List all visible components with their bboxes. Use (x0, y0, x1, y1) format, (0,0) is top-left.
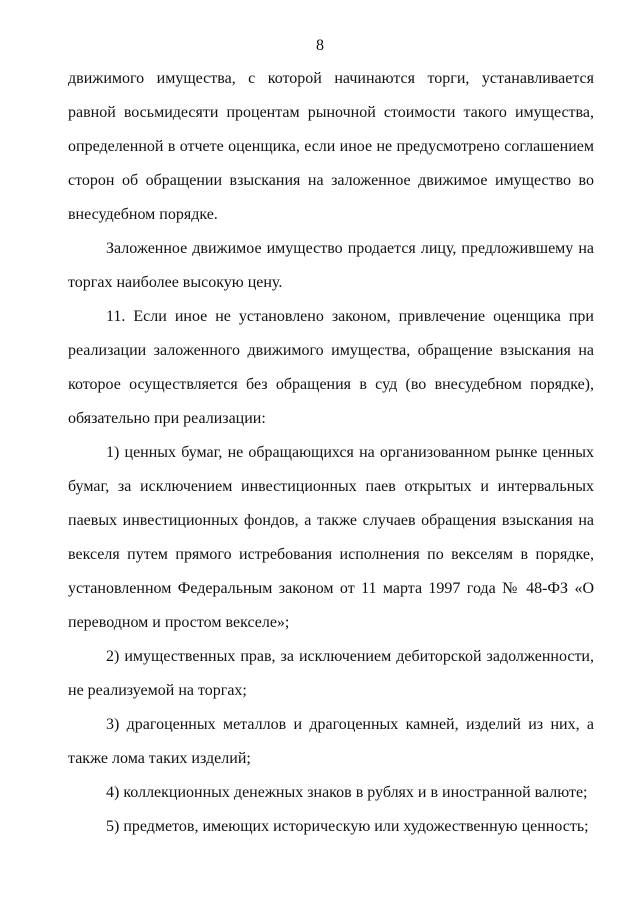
document-body (68, 62, 594, 844)
paragraph-continuation: движимого имущества, с которой начинаются торги, устанавливается равной восьмидесяти процентам рыночной стоимости такого имущества, определенной в отчете оценщика, если иное не предусмотрено соглашением сторон об обращении взыскания на заложенное движимое имущество во внесудебном порядке. (68, 70, 594, 223)
list-item-5: 5) предметов, имеющих историческую или художественную ценность; (106, 818, 589, 835)
list-item-2: 2) имущественных прав, за исключением дебиторской задолженности, не реализуемой на торгах; (68, 648, 594, 699)
list-item-3: 3) драгоценных металлов и драгоценных камней, изделий из них, а также лома таких изделий; (68, 716, 594, 767)
list-item-1: 1) ценных бумаг, не обращающихся на организованном рынке ценных бумаг, за исключением инвестиционных паев открытых и интервальных паевых инвестиционных фондов, а также случаев обращения взыскания на векселя путем прямого истребования исполнения по векселям в порядке, установленном Федеральным законом от 11 марта 1997 года № 48-ФЗ «О переводном и простом векселе»; (68, 444, 594, 631)
page-number: 8 (316, 37, 324, 54)
paragraph-item-11: 11. Если иное не установлено законом, привлечение оценщика при реализации заложенного движимого имущества, обращение взыскания на которое осуществляется без обращения в суд (во внесудебном порядке), обязательно при реализации: (68, 308, 594, 427)
list-item-4: 4) коллекционных денежных знаков в рублях и в иностранной валюте; (106, 784, 588, 801)
paragraph-sale-to-highest-bidder: Заложенное движимое имущество продается лицу, предложившему на торгах наиболее высокую цену. (68, 240, 594, 291)
